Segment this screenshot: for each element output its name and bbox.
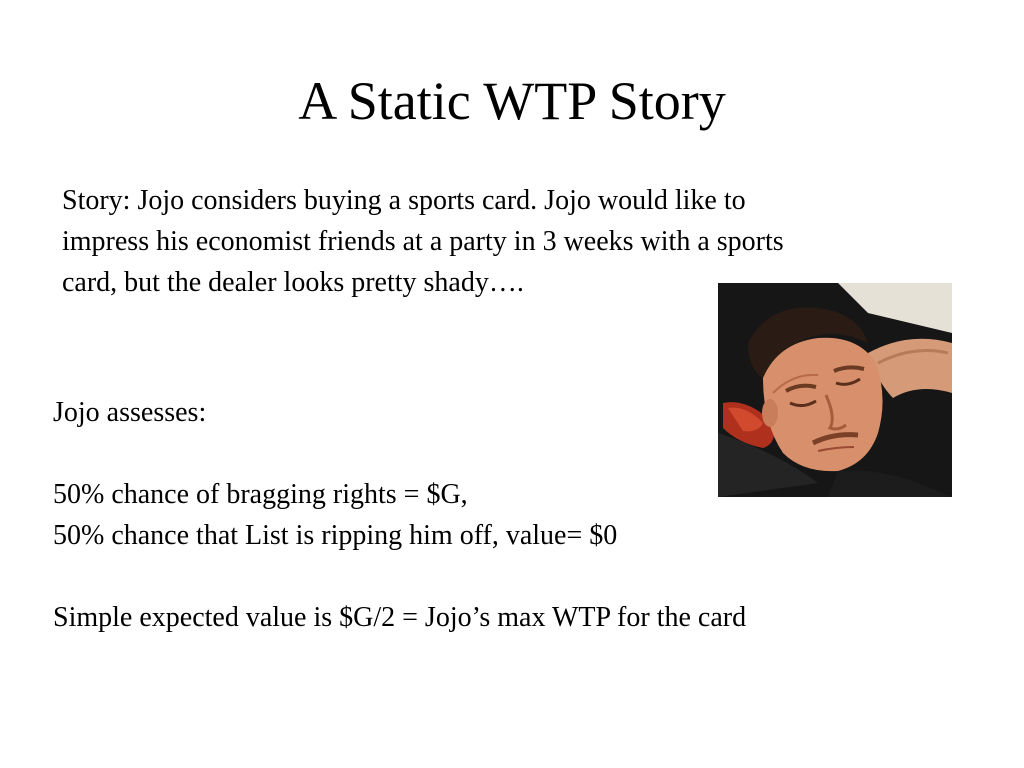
expected-value-line: Simple expected value is $G/2 = Jojo’s max WTP for the card	[53, 602, 747, 633]
assessment-line-bragging: 50% chance of bragging rights = $G,	[53, 479, 468, 510]
story-line: card, but the dealer looks pretty shady….	[62, 267, 524, 298]
sleeping-man-photo	[718, 283, 952, 497]
assessment-heading: Jojo assesses:	[53, 397, 207, 428]
slide-title: A Static WTP Story	[298, 71, 726, 131]
story-line: impress his economist friends at a party in 3 weeks with a sports	[62, 226, 784, 257]
story-line: Story: Jojo considers buying a sports card. Jojo would like to	[62, 185, 746, 216]
assessment-line-ripoff: 50% chance that List is ripping him off, value= $0	[53, 520, 618, 551]
blank-line	[53, 556, 953, 597]
